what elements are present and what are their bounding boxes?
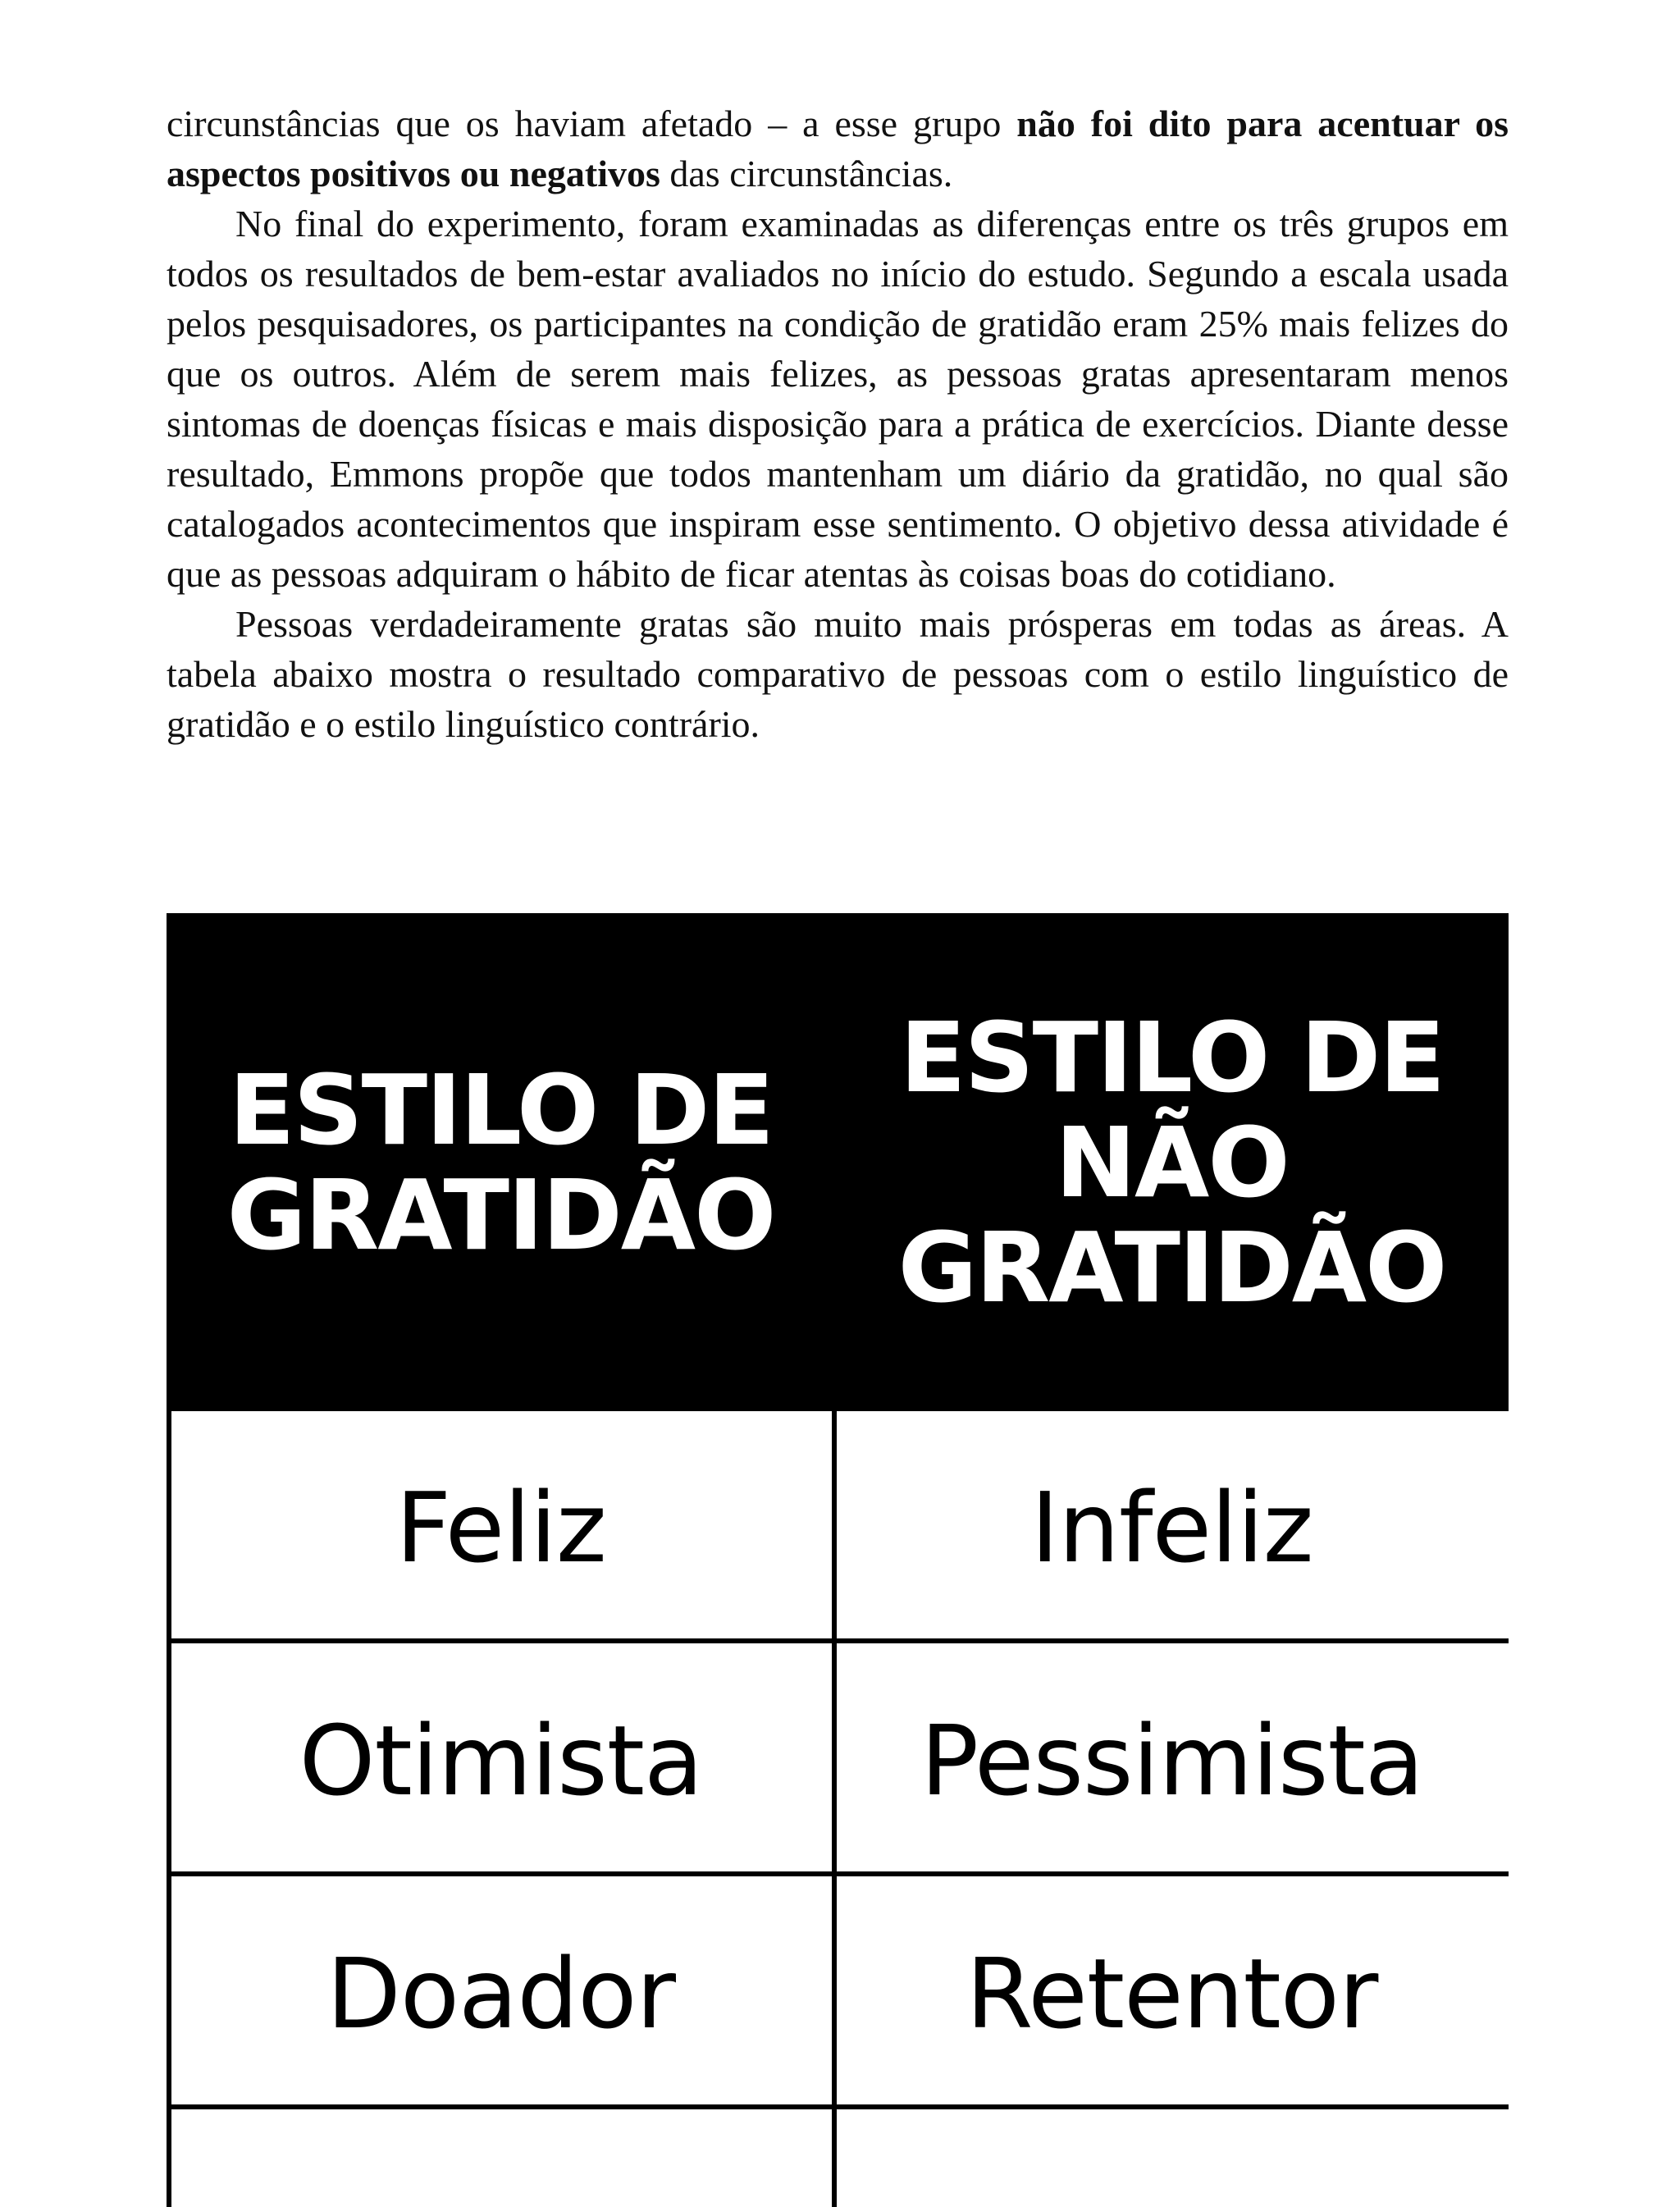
- table-cell-right: Infeliz: [1030, 1471, 1313, 1584]
- paragraph-1: [167, 98, 1509, 199]
- header-left-line-2: GRATIDÃO: [226, 1158, 775, 1272]
- table-divider-row-3: [167, 2104, 1509, 2109]
- header-right-line-3: GRATIDÃO: [897, 1210, 1446, 1324]
- header-right-line-2: NÃO: [1055, 1105, 1289, 1219]
- table-row: [167, 1644, 1509, 1877]
- body-text: [167, 98, 1509, 749]
- paragraph-1-start: circunstâncias que os haviam afetado – a esse grupo: [167, 103, 1017, 144]
- comparison-table: [167, 913, 1509, 2207]
- table-divider-row-2: [167, 1871, 1509, 1876]
- table-row: [167, 1411, 1509, 1644]
- paragraph-1-bold: não foi dito para acentuar os aspectos positivos ou negativos: [167, 103, 1509, 194]
- paragraph-3: Pessoas verdadeiramente gratas são muito mais prósperas em todas as áreas. A tabela abaixo mostra o resultado comparativo de pessoas com o estilo linguístico de gratidão e o estilo linguístico contrário.: [167, 603, 1509, 745]
- paragraph-2: No final do experimento, foram examinadas as diferenças entre os três grupos em todos os resultados de bem-estar avaliados no início do estudo. Segundo a escala usada pelos pesquisadores, os participantes na condição de gratidão eram 25% mais felizes do que os outros. Além de serem mais felizes, as pessoas gratas apresentaram menos sintomas de doenças físicas e mais disposição para a prática de exercícios. Diante desse resultado, Emmons propõe que todos mantenham um diário da gratidão, no qual são catalogados acontecimentos que inspiram esse sentimento. O objetivo dessa atividade é que as pessoas adquiram o hábito de ficar atentas às coisas boas do cotidiano.: [167, 203, 1509, 595]
- paragraph-1-end: das circunstâncias.: [660, 153, 953, 194]
- table-row: [167, 1877, 1509, 2110]
- table-cell-right: Pessimista: [920, 1704, 1424, 1817]
- table-cell-left: Otimista: [299, 1704, 703, 1817]
- table-cell-left: Feliz: [395, 1471, 606, 1584]
- table-divider-vertical: [832, 1411, 837, 2207]
- table-header: [167, 913, 1509, 1411]
- table-cell-left: Doador: [326, 1937, 675, 2050]
- table-border-left: [167, 1411, 171, 2207]
- header-left-line-1: ESTILO DE: [229, 1053, 773, 1167]
- table-divider-row-1: [167, 1638, 1509, 1643]
- table-cell-right: Retentor: [966, 1937, 1378, 2050]
- header-gratitude-style: [167, 913, 835, 1411]
- header-non-gratitude-style: [835, 913, 1509, 1411]
- header-right-line-1: ESTILO DE: [900, 1000, 1444, 1114]
